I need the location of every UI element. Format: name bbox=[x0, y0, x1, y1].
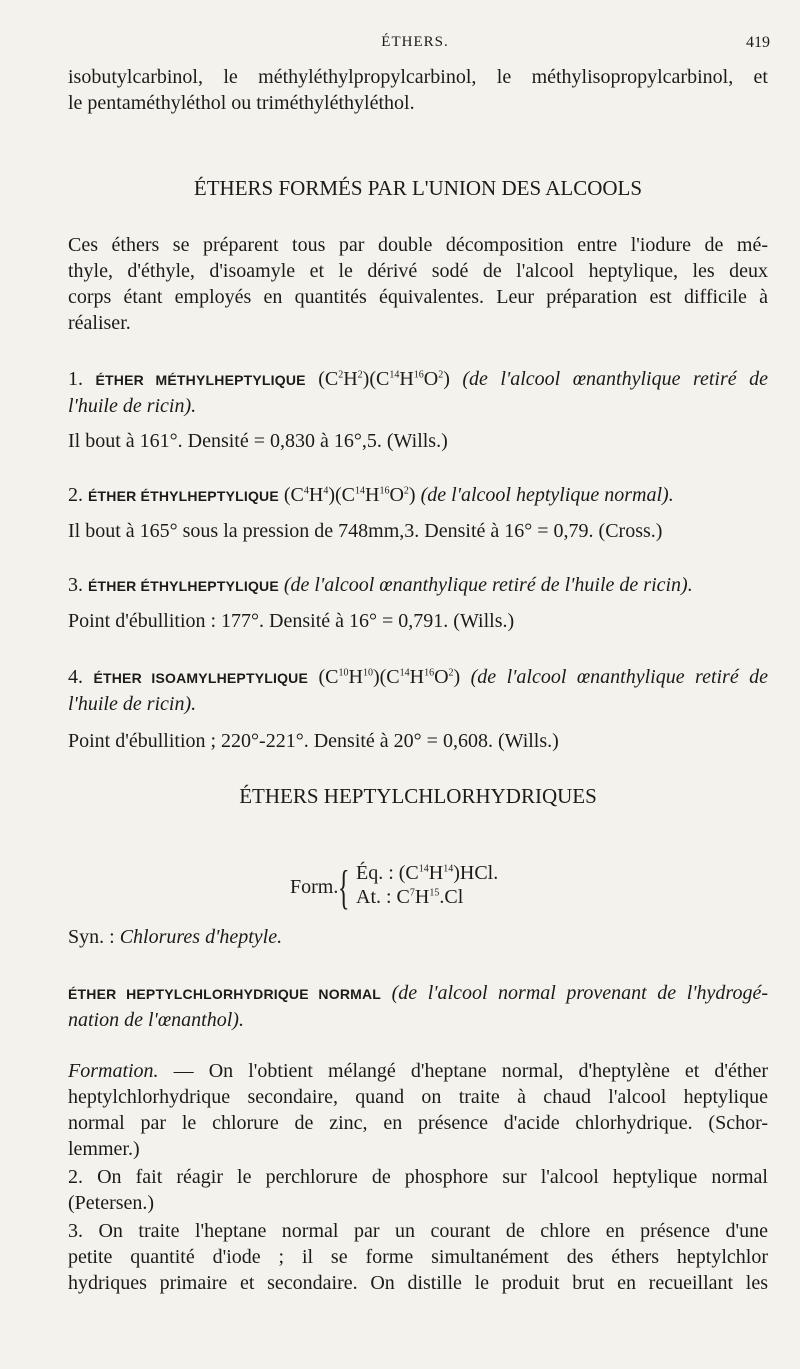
entry-ethylheptylique-ricin: 3. ÉTHER ÉTHYLHEPTYLIQUE (de l'alcool œnanthylique retiré de l'huile de ricin). bbox=[68, 574, 693, 596]
section-heading-heptylchlorhydriques: ÉTHERS HEPTYLCHLORHYDRIQUES bbox=[239, 784, 597, 808]
text-line: corps étant employés en quantités équivalentes. Leur préparation est difficile à bbox=[68, 286, 768, 308]
entry-ethylheptylique-normal: 2. ÉTHER ÉTHYLHEPTYLIQUE $(C^4H^4)(C^{14}H^{16}O^2)$ (de l'alcool heptylique normal). bbox=[68, 484, 674, 506]
entry-isoamylheptylique: 4. ÉTHER ISOAMYLHEPTYLIQUE $(C^{10}H^{10})(C^{14}H^{16}O^2)$ (de l'alcool œnanthylique retiré de l'huile de ricin). bbox=[68, 666, 769, 715]
page-number: 419 bbox=[746, 34, 770, 51]
intro-paragraph bbox=[68, 64, 768, 116]
compound-name: ÉTHER ÉTHYLHEPTYLIQUE bbox=[88, 488, 279, 504]
text-line: Ces éthers se préparent tous par double décomposition entre l'iodure de mé- bbox=[68, 234, 768, 256]
synonym-line: Syn. : Chlorures d'heptyle. bbox=[68, 926, 283, 948]
property-line: Il bout à 161°. Densité = 0,830 à 16°,5. (Wills.) bbox=[68, 430, 448, 452]
compound-formula: $(C^{10}H^{10})(C^{14}H^{16}O^2)$ bbox=[318, 666, 461, 688]
text-line: réaliser. bbox=[68, 312, 131, 334]
compound-name: ÉTHER HEPTYLCHLORHYDRIQUE NORMAL bbox=[68, 986, 382, 1002]
text-line: le pentaméthyléthol ou triméthyléthyléthol. bbox=[68, 92, 415, 114]
entry-heptylchlorhydrique-normal: ÉTHER HEPTYLCHLORHYDRIQUE NORMAL (de l'alcool normal provenant de l'hydrogé- nation de l'œnanthol). bbox=[68, 982, 768, 1031]
section-heading-union: ÉTHERS FORMÉS PAR L'UNION DES ALCOOLS bbox=[193, 176, 643, 200]
formation-paragraph: Formation. — On l'obtient mélangé d'heptane normal, d'heptylène et d'éther heptylchlorhydrique secondaire, quand on traite à chaud l'alcool heptylique normal par le chlorure de zinc, en présence d'acide chlorhydrique. (Schor- lemmer.) bbox=[68, 1060, 768, 1160]
compound-formula: $(C^4H^4)(C^{14}H^{16}O^2)$ bbox=[283, 484, 416, 506]
formula-equivalents: Éq. : $(C^{14}H^{14})HCl$. bbox=[356, 862, 499, 884]
method-2-paragraph: 2. On fait réagir le perchlorure de phosphore sur l'alcool heptylique normal (Petersen.) bbox=[68, 1166, 768, 1214]
property-line: Point d'ébullition ; 220°-221°. Densité à 20° = 0,608. (Wills.) bbox=[68, 730, 559, 752]
compound-name: ÉTHER MÉTHYLHEPTYLIQUE bbox=[95, 372, 306, 388]
compound-name: ÉTHER ÉTHYLHEPTYLIQUE bbox=[88, 578, 279, 594]
preparation-paragraph bbox=[68, 232, 768, 336]
text-line: thyle, d'éthyle, d'isoamyle et le dérivé sodé de l'alcool heptylique, les deux bbox=[68, 260, 768, 282]
text-line: isobutylcarbinol, le méthyléthylpropylcarbinol, le méthylisopropylcarbinol, et bbox=[68, 66, 768, 88]
property-line: Point d'ébullition : 177°. Densité à 16° = 0,791. (Wills.) bbox=[68, 610, 515, 632]
formula-atomic: At. : $C^7H^{15}.Cl$ bbox=[356, 886, 464, 908]
entry-methylheptylique: 1. ÉTHER MÉTHYLHEPTYLIQUE $(C^2H^2)(C^{14}H^{16}O^2)$ (de l'alcool œnanthylique retiré de l'huile de ricin). bbox=[68, 368, 769, 417]
formula-label: Form. bbox=[290, 876, 339, 898]
running-header bbox=[60, 34, 770, 58]
method-3-paragraph: 3. On traite l'heptane normal par un courant de chlore en présence d'une petite quantité d'iode ; il se forme simultanément des éthers heptylchlor hydriques primaire et secondaire. On distille le produit brut en recueillant les bbox=[68, 1220, 768, 1294]
compound-formula: $(C^2H^2)(C^{14}H^{16}O^2)$ bbox=[318, 368, 450, 390]
brace-glyph: { bbox=[338, 861, 350, 914]
running-title: ÉTHERS. bbox=[381, 34, 449, 50]
compound-name: ÉTHER ISOAMYLHEPTYLIQUE bbox=[93, 670, 309, 686]
property-line: Il bout à 165° sous la pression de 748mm,3. Densité à 16° = 0,79. (Cross.) bbox=[68, 520, 663, 542]
